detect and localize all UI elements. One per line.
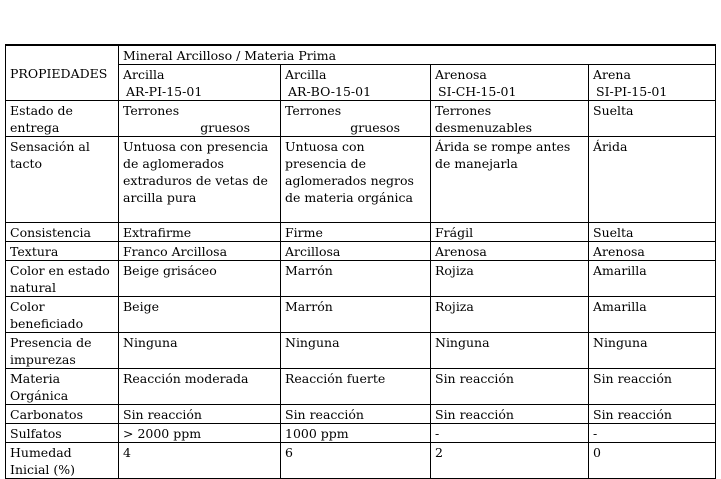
row-label: Humedad Inicial (%) (6, 443, 119, 479)
table-row (6, 223, 716, 242)
properties-table (5, 44, 716, 479)
table-cell: 0 (589, 443, 716, 479)
table-cell: Sin reacción (589, 369, 716, 405)
row-label: Estado de entrega (6, 101, 119, 137)
table-cell: Frágil (431, 223, 589, 242)
sample-code: AR-BO-15-01 (288, 84, 372, 99)
sample-header (589, 65, 716, 101)
table-cell: - (431, 424, 589, 443)
table-row (6, 242, 716, 261)
table-row (6, 405, 716, 424)
table-cell: Suelta (589, 223, 716, 242)
row-label: Carbonatos (6, 405, 119, 424)
table-cell: Rojiza (431, 261, 589, 297)
table-row (6, 261, 716, 297)
table-row (6, 333, 716, 369)
row-label: Color beneficiado (6, 297, 119, 333)
table-cell: Suelta (589, 101, 716, 137)
row-label: Materia Orgánica (6, 369, 119, 405)
table-row (6, 369, 716, 405)
row-label: Sensación al tacto (6, 137, 119, 223)
sample-header (119, 65, 281, 101)
table-cell: Arenosa (431, 242, 589, 261)
table-cell (281, 101, 431, 137)
table-cell: 1000 ppm (281, 424, 431, 443)
table-cell: Arcillosa (281, 242, 431, 261)
table-cell: Beige (119, 297, 281, 333)
table-cell: > 2000 ppm (119, 424, 281, 443)
table-cell: Untuosa con presencia de aglomerados negros de materia orgánica (281, 137, 431, 223)
table-row (6, 297, 716, 333)
table-cell: Reacción fuerte (281, 369, 431, 405)
table-cell: Sin reacción (281, 405, 431, 424)
row-label: Color en estado natural (6, 261, 119, 297)
sample-name: Arcilla (123, 67, 165, 82)
sample-code: SI-CH-15-01 (438, 84, 517, 99)
sample-code: AR-PI-15-01 (126, 84, 203, 99)
cell-value: Terrones (285, 103, 342, 118)
table-row (6, 443, 716, 479)
sample-name: Arenosa (435, 67, 487, 82)
table-cell: Sin reacción (119, 405, 281, 424)
table-cell (119, 101, 281, 137)
table-cell: Arenosa (589, 242, 716, 261)
table-cell: Reacción moderada (119, 369, 281, 405)
cell-value-continued: gruesos (200, 120, 250, 135)
properties-header: PROPIEDADES (6, 45, 119, 101)
table-cell: Ninguna (281, 333, 431, 369)
table-cell: Franco Arcillosa (119, 242, 281, 261)
table-cell: Ninguna (119, 333, 281, 369)
table-cell: Ninguna (431, 333, 589, 369)
table-row (6, 137, 716, 223)
table-cell: Terrones desmenuzables (431, 101, 589, 137)
group-header: Mineral Arcilloso / Materia Prima (119, 45, 716, 65)
table-cell: Amarilla (589, 297, 716, 333)
table-row (6, 101, 716, 137)
table-cell: - (589, 424, 716, 443)
table-cell: Amarilla (589, 261, 716, 297)
table-cell: 2 (431, 443, 589, 479)
table-cell: Árida (589, 137, 716, 223)
sample-header (431, 65, 589, 101)
table-cell: 6 (281, 443, 431, 479)
table-cell: Firme (281, 223, 431, 242)
row-label: Presencia de impurezas (6, 333, 119, 369)
table-row (6, 424, 716, 443)
table-cell: Marrón (281, 297, 431, 333)
table-cell: Beige grisáceo (119, 261, 281, 297)
sample-header (281, 65, 431, 101)
sample-name: Arena (593, 67, 631, 82)
row-label: Textura (6, 242, 119, 261)
table-cell: Marrón (281, 261, 431, 297)
table-cell: Extrafirme (119, 223, 281, 242)
sample-code: SI-PI-15-01 (596, 84, 668, 99)
row-label: Consistencia (6, 223, 119, 242)
table-cell: Rojiza (431, 297, 589, 333)
table-cell: Sin reacción (431, 369, 589, 405)
table-cell: Árida se rompe antes de manejarla (431, 137, 589, 223)
group-header-row (6, 45, 716, 65)
row-label: Sulfatos (6, 424, 119, 443)
cell-value: Terrones (123, 103, 180, 118)
table-cell: Untuosa con presencia de aglomerados extraduros de vetas de arcilla pura (119, 137, 281, 223)
table-cell: Sin reacción (431, 405, 589, 424)
sample-name: Arcilla (285, 67, 327, 82)
table-cell: Ninguna (589, 333, 716, 369)
cell-value-continued: gruesos (350, 120, 400, 135)
table-cell: Sin reacción (589, 405, 716, 424)
table-cell: 4 (119, 443, 281, 479)
